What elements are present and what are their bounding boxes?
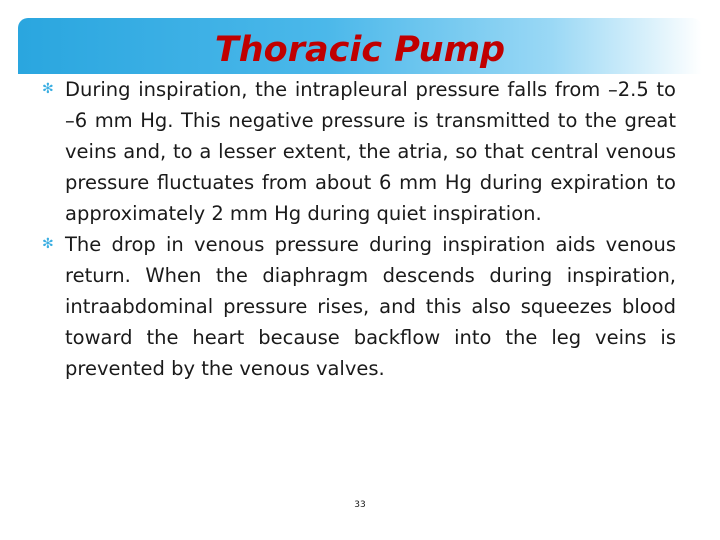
bullet-item xyxy=(38,229,676,384)
bullet-item xyxy=(38,74,676,229)
slide-title: Thoracic Pump xyxy=(214,30,506,70)
page-number: 33 xyxy=(354,500,366,510)
bullet-text: During inspiration, the intrapleural pressure falls from –2.5 to –6 mm Hg. This negative pressure is transmitted to the great veins and, to a lesser extent, the atria, so that central venous pressure fluctuates from about 6 mm Hg during expiration to approximately 2 mm Hg during quiet inspiration. xyxy=(65,78,676,225)
asterisk-bullet-icon: ✻ xyxy=(42,81,54,97)
asterisk-bullet-icon: ✻ xyxy=(42,236,54,252)
bullet-text: The drop in venous pressure during inspiration aids venous return. When the diaphragm descends during inspiration, intraabdominal pressure rises, and this also squeezes blood toward the heart because backflow into the leg veins is prevented by the venous valves. xyxy=(65,233,676,380)
bullet-list xyxy=(38,74,676,384)
